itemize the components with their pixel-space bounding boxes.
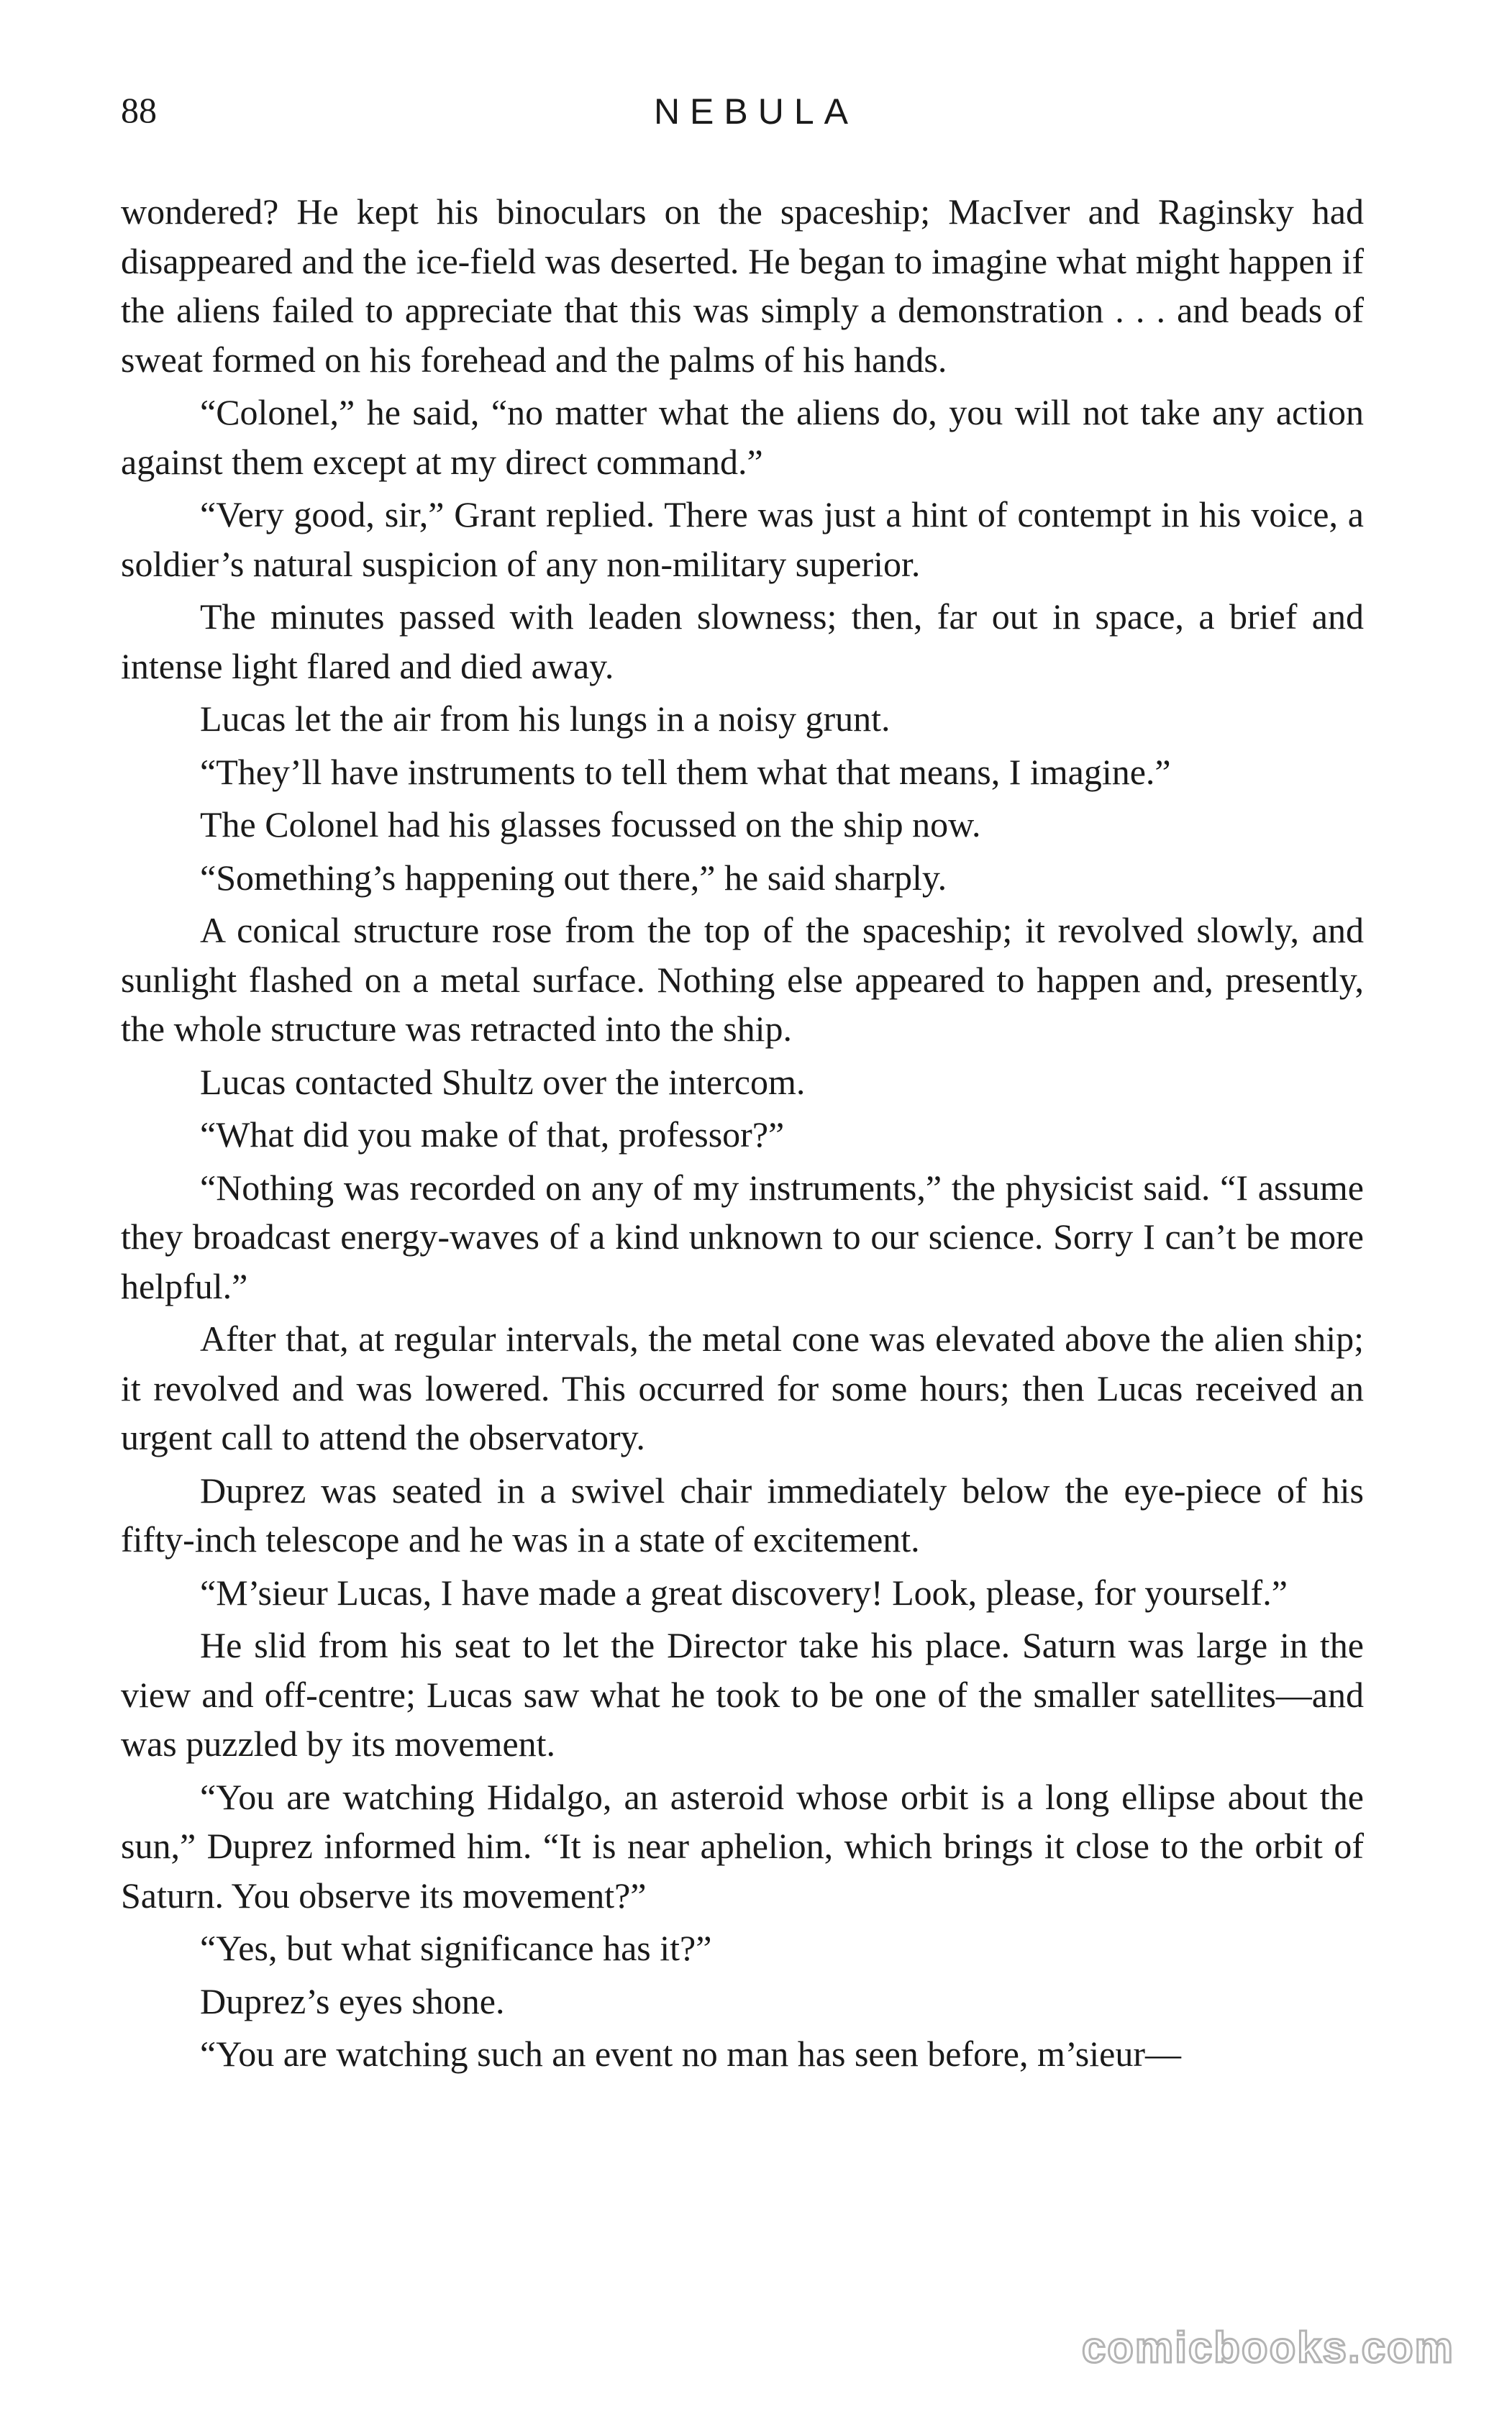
paragraph: “Very good, sir,” Grant replied. There was just a hint of contempt in his voice, a soldier’s natural suspicion of any non-military superior.	[121, 494, 1364, 584]
paragraph: The Colonel had his glasses focussed on the ship now.	[200, 804, 981, 845]
page-number: 88	[121, 90, 157, 130]
body-text	[121, 187, 1364, 2083]
paragraph: He slid from his seat to let the Director take his place. Saturn was large in the view and off-centre; Lucas saw what he took to be one of the smaller satellites—and was puzzled by its movement.	[121, 1625, 1364, 1764]
paragraph: A conical structure rose from the top of the spaceship; it revolved slowly, and sunlight flashed on a metal surface. Nothing else appeared to happen and, presently, the whole structure was retracted into the ship.	[121, 910, 1364, 1049]
paragraph: “What did you make of that, professor?”	[200, 1114, 785, 1155]
watermark: comicbooks.com	[1081, 2323, 1454, 2372]
paragraph: Lucas contacted Shultz over the intercom.	[200, 1061, 806, 1102]
paragraph: “Nothing was recorded on any of my instruments,” the physicist said. “I assume they broadcast energy-waves of a kind unknown to our science. Sorry I can’t be more helpful.”	[121, 1167, 1364, 1306]
paragraph: The minutes passed with leaden slowness; then, far out in space, a brief and intense light flared and died away.	[121, 596, 1364, 686]
paragraph: “They’ll have instruments to tell them what that means, I imagine.”	[200, 751, 1171, 792]
paragraph: wondered? He kept his binoculars on the spaceship; MacIver and Raginsky had disappeared and the ice-field was deserted. He began to imagine what might happen if the aliens failed to appreciate that this was simply a demonstration . . . and beads of sweat formed on his forehead and the palms of his hands.	[121, 191, 1364, 380]
paragraph: Lucas let the air from his lungs in a noisy grunt.	[200, 698, 891, 739]
paragraph: “M’sieur Lucas, I have made a great discovery! Look, please, for yourself.”	[200, 1572, 1288, 1613]
paragraph: “Colonel,” he said, “no matter what the aliens do, you will not take any action against them except at my direct command.”	[121, 392, 1364, 482]
paragraph: “You are watching Hidalgo, an asteroid whose orbit is a long ellipse about the sun,” Duprez informed him. “It is near aphelion, which brings it close to the orbit of Saturn. You observe its movement?”	[121, 1776, 1364, 1916]
paragraph: Duprez was seated in a swivel chair immediately below the eye-piece of his fifty-inch telescope and he was in a state of excitement.	[121, 1470, 1364, 1560]
running-head: NEBULA	[653, 91, 859, 132]
paragraph: “Yes, but what significance has it?”	[200, 1928, 712, 1968]
paragraph: Duprez’s eyes shone.	[200, 1980, 505, 2021]
paragraph: After that, at regular intervals, the metal cone was elevated above the alien ship; it revolved and was lowered. This occurred for some hours; then Lucas received an urgent call to attend the observatory.	[121, 1319, 1364, 1457]
paragraph: “You are watching such an event no man has seen before, m’sieur—	[200, 2034, 1181, 2074]
paragraph: “Something’s happening out there,” he said sharply.	[200, 857, 947, 898]
